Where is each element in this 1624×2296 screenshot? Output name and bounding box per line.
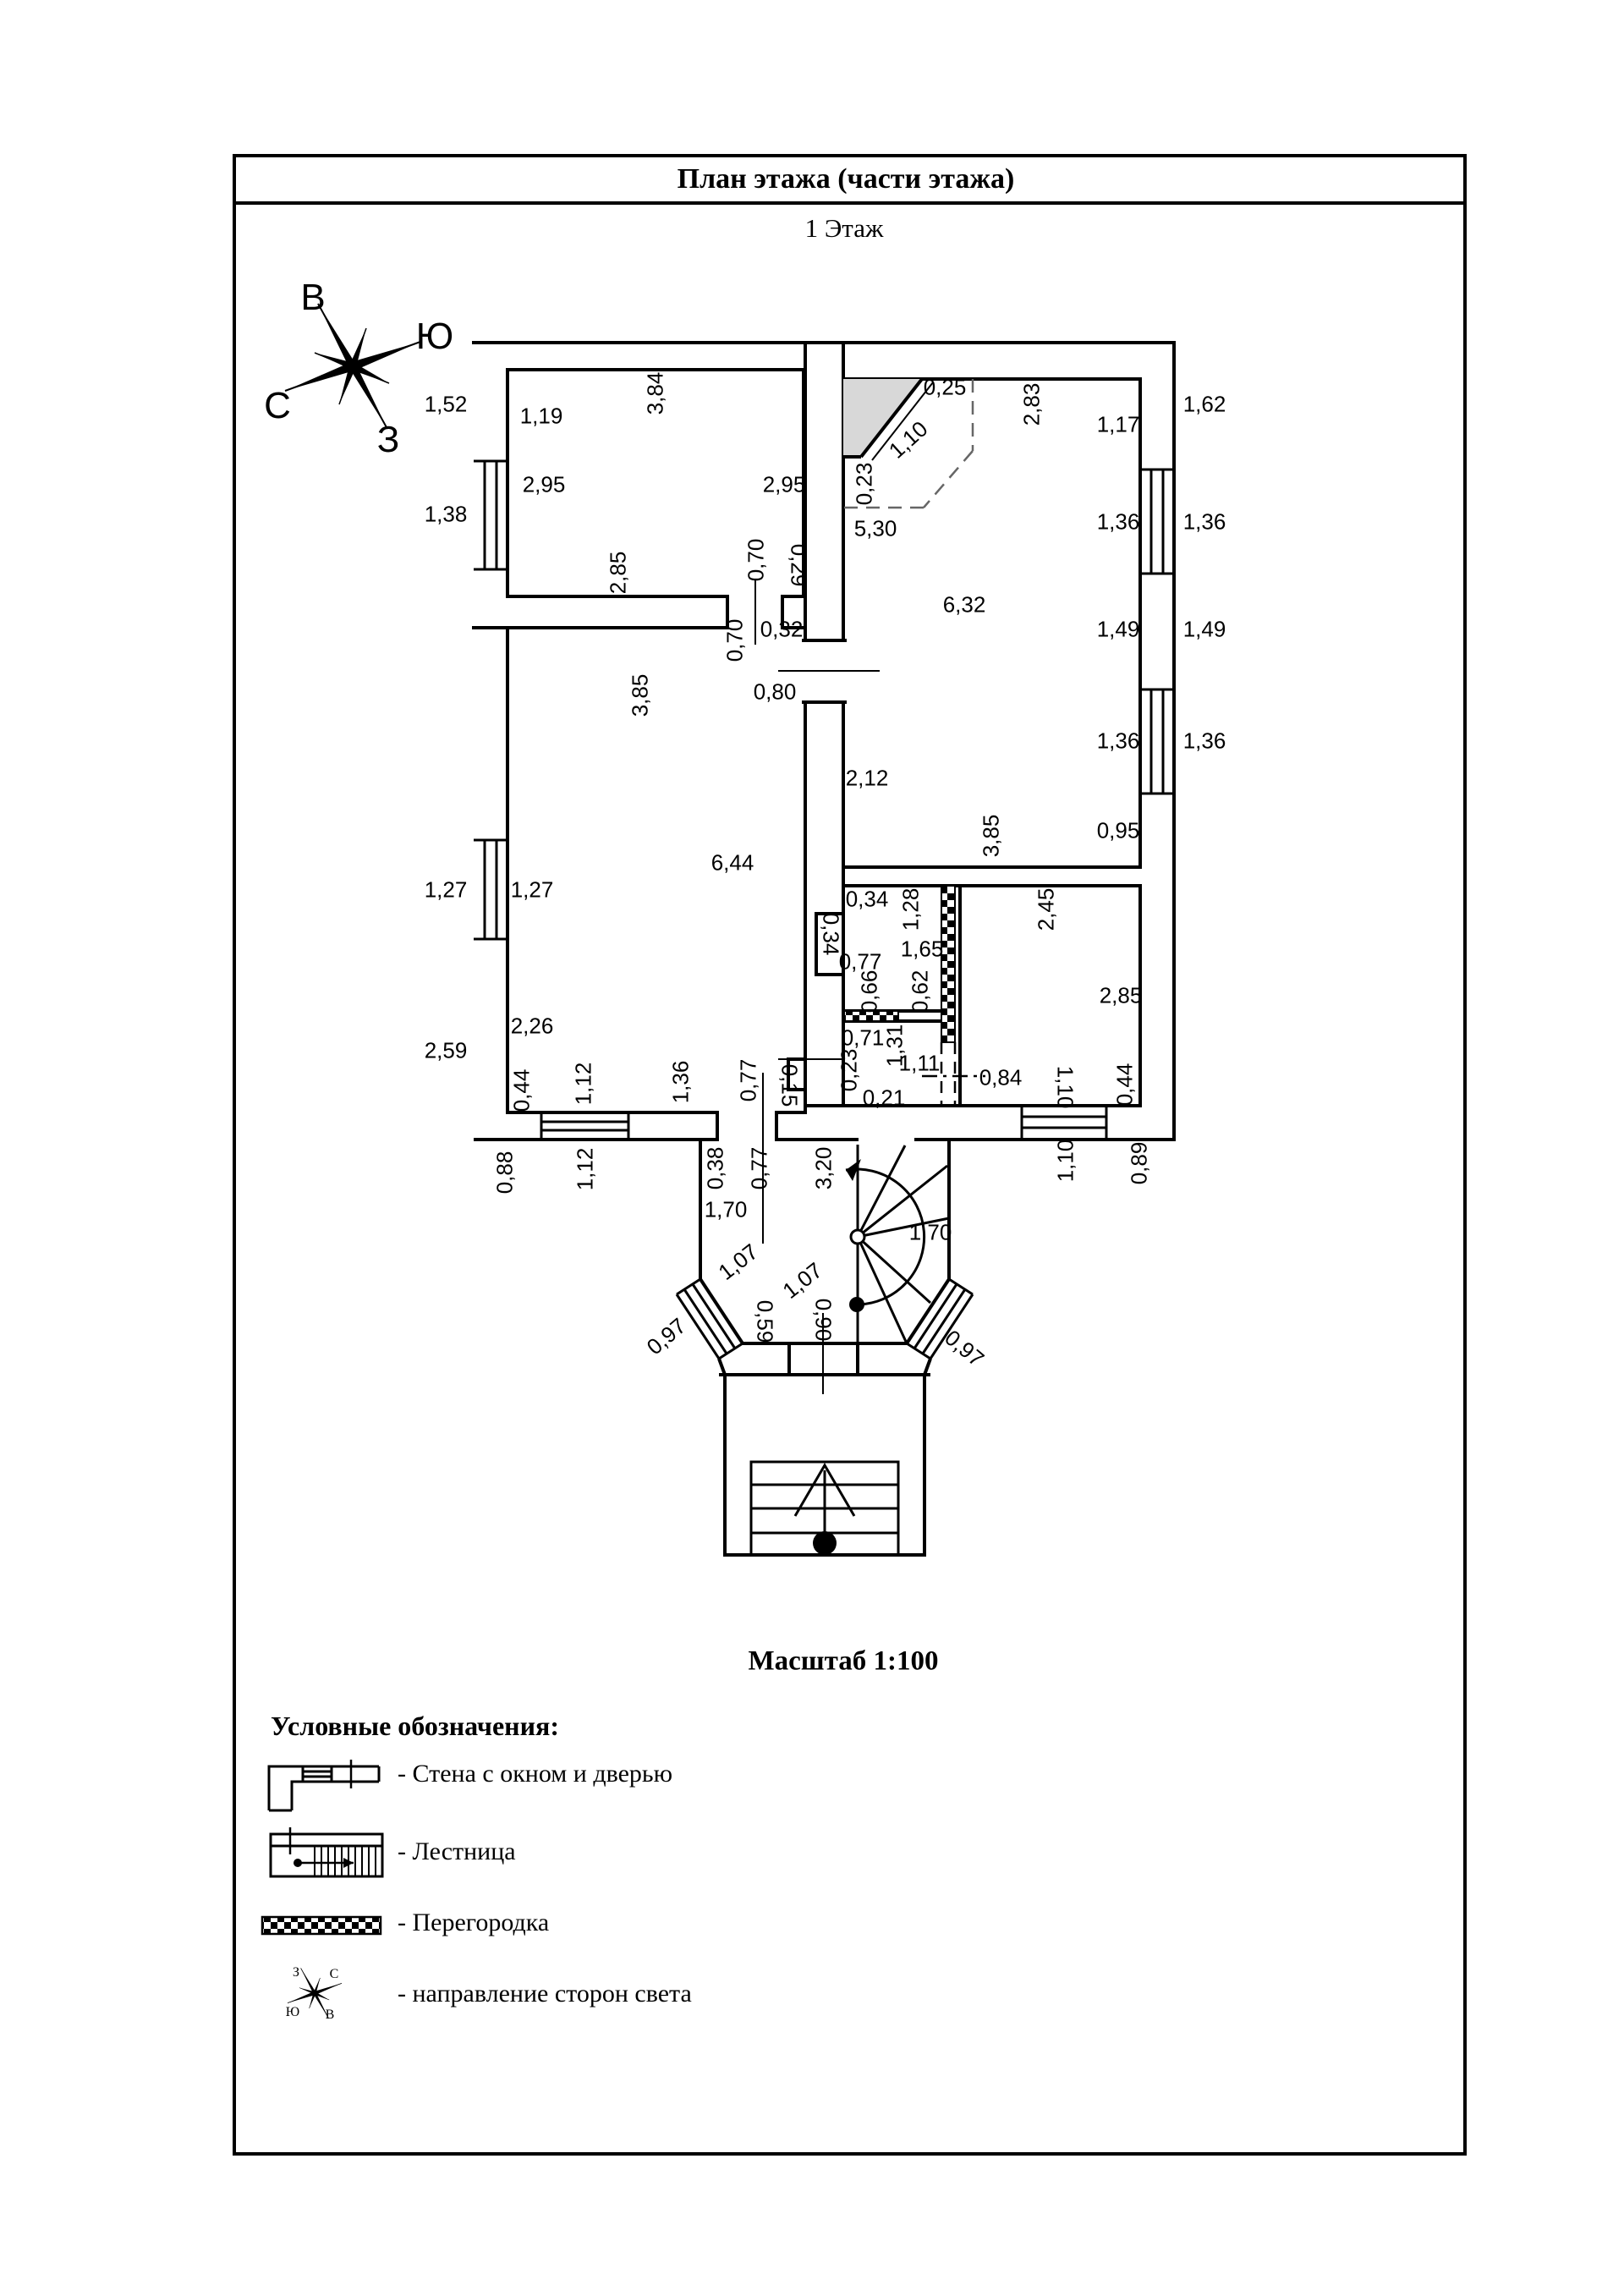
dim-label: 0,84	[979, 1064, 1023, 1090]
dim-label: 1,36	[1182, 508, 1226, 535]
compass-letter-v: В	[300, 277, 326, 318]
dim-label: 1,70	[908, 1219, 952, 1245]
dim-label: 0,25	[923, 374, 967, 400]
legend-item-stairs: - Лестница	[398, 1837, 516, 1865]
dim-label: 5,30	[853, 515, 897, 541]
compass-letter-z: З	[376, 419, 400, 460]
dim-label: 1,52	[424, 391, 468, 417]
dim-label: 0,23	[851, 462, 877, 506]
dim-label: 3,85	[978, 814, 1004, 858]
legend-item-compass: - направление сторон света	[398, 1980, 692, 2008]
mini-compass-letter-s: С	[329, 1967, 339, 1981]
dim-label: 0,23	[836, 1048, 862, 1092]
dim-label: 1,36	[1096, 728, 1140, 754]
legend-item-partition: - Перегородка	[398, 1909, 550, 1936]
dim-label: 0,80	[753, 678, 797, 705]
dim-label: 1,11	[898, 1050, 941, 1076]
dim-label: 0,44	[1111, 1063, 1138, 1107]
dim-label: 0,77	[746, 1146, 772, 1190]
dim-label: 1,38	[424, 501, 468, 527]
dim-label: 1,70	[704, 1196, 748, 1222]
dim-label: 1,27	[510, 876, 554, 903]
dim-label: 0,77	[735, 1058, 761, 1102]
dim-label: 2,12	[845, 765, 889, 791]
mini-compass-letter-yu: Ю	[285, 2005, 300, 2019]
dim-label: 2,85	[605, 551, 631, 595]
dim-label: 6,44	[710, 849, 754, 876]
dim-label: 2,83	[1018, 382, 1045, 426]
dim-label: 6,32	[942, 591, 986, 618]
dim-label: 1,12	[572, 1147, 598, 1191]
scale-label: Масштаб 1:100	[748, 1645, 939, 1677]
dim-label: 0,34	[818, 912, 844, 956]
dim-label: 0,32	[760, 616, 804, 642]
dim-label: 0,21	[862, 1085, 906, 1111]
dim-label: 1,31	[881, 1024, 908, 1068]
dim-label: 0,71	[841, 1024, 885, 1051]
dim-label: 3,84	[642, 371, 668, 415]
dim-label: 0,38	[702, 1146, 728, 1190]
page-title: План этажа (части этажа)	[677, 163, 1015, 195]
dim-label: 1,07	[777, 1257, 827, 1305]
dim-label: 3,20	[810, 1146, 837, 1190]
dim-label: 0,77	[838, 948, 882, 975]
compass-letter-yu: Ю	[415, 316, 454, 357]
dim-label: 1,62	[1182, 391, 1226, 417]
dim-label: 1,49	[1182, 616, 1226, 642]
dim-label: 0,66	[856, 969, 882, 1013]
compass-letter-s: С	[264, 385, 291, 426]
dim-label: 2,95	[762, 471, 806, 497]
dim-label: 1,65	[900, 936, 944, 962]
legend-heading: Условные обозначения:	[271, 1711, 559, 1741]
dim-label: 0,88	[491, 1151, 518, 1195]
dim-label: 0,89	[1126, 1141, 1152, 1185]
dim-label: 0,70	[743, 538, 769, 582]
dim-label: 1,07	[713, 1239, 763, 1286]
dim-label: 2,95	[522, 471, 566, 497]
dim-label: 2,45	[1033, 887, 1059, 931]
mini-compass-letter-z: З	[292, 1965, 300, 1980]
dim-label: 1,36	[1096, 508, 1140, 535]
dim-label: 1,10	[883, 415, 933, 464]
mini-compass-letter-v: В	[325, 2008, 335, 2022]
dim-label: 0,15	[776, 1063, 803, 1107]
dim-label: 0,29	[786, 543, 812, 587]
dim-label: 0,70	[721, 618, 748, 662]
dim-label: 1,12	[570, 1062, 596, 1106]
dim-label: 0,97	[940, 1324, 990, 1372]
dim-label: 1,28	[897, 887, 924, 931]
dim-label: 1,49	[1096, 616, 1140, 642]
dim-label: 2,26	[510, 1013, 554, 1039]
dim-label: 0,90	[810, 1298, 837, 1342]
dim-label: 2,85	[1099, 982, 1143, 1008]
dim-label: 0,62	[907, 969, 933, 1013]
dim-label: 0,95	[1096, 817, 1140, 843]
legend-item-wall: - Стена с окном и дверью	[398, 1760, 672, 1788]
dim-label: 3,85	[627, 673, 653, 717]
dim-label: 0,97	[641, 1312, 691, 1360]
dim-label: 0,44	[508, 1068, 535, 1112]
dim-label: 1,10	[1052, 1139, 1078, 1183]
dim-label: 1,27	[424, 876, 468, 903]
dim-label: 2,59	[424, 1037, 468, 1063]
dim-label: 1,19	[519, 403, 563, 429]
dim-label: 0,59	[752, 1299, 778, 1343]
dim-label: 1,36	[667, 1060, 694, 1104]
dim-label: 1,36	[1182, 728, 1226, 754]
floor-label: 1 Этаж	[804, 213, 884, 243]
dim-label: 1,17	[1096, 411, 1140, 437]
dim-label: 0,34	[845, 886, 889, 912]
dim-label: 1,10	[1052, 1065, 1078, 1109]
